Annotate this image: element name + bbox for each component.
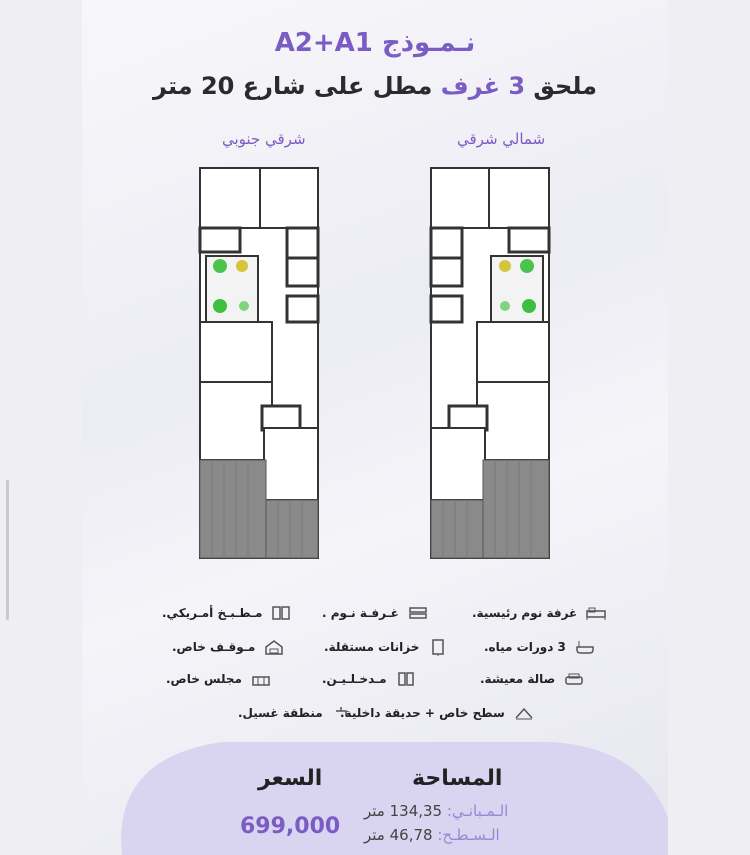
roof-area: الـسـطـح: 46,78 متر	[364, 826, 500, 844]
building-area: الـمـبانـي: 134,35 متر	[364, 802, 509, 820]
bed-icon	[585, 604, 607, 622]
subtitle-num: 3	[508, 72, 526, 100]
area-header: المساحة	[412, 766, 503, 791]
price-value: 699,000	[240, 814, 341, 839]
left-floor-plan	[192, 160, 322, 570]
roof-icon	[513, 704, 535, 722]
feature-entrances: مـدخـلـيـن.	[322, 670, 417, 688]
feature-roof-garden: سطح خاص + حديقة داخلية.	[340, 704, 535, 722]
subtitle-part2: غرف	[440, 72, 500, 100]
sofa-icon	[563, 670, 585, 688]
feature-parking: مـوقـف خاص.	[172, 638, 285, 656]
subtitle-part1: ملحق	[533, 72, 597, 100]
subtitle	[82, 72, 668, 100]
garage-icon	[263, 638, 285, 656]
majlis-icon	[250, 670, 272, 688]
price-header: السعر	[258, 766, 323, 791]
feature-tanks: خزانات مستقلة.	[324, 638, 449, 656]
door-icon	[395, 670, 417, 688]
subtitle-part3: مطل على شارع 20 متر	[153, 72, 433, 100]
feature-majlis: مجلس خاص.	[166, 670, 272, 688]
bath-icon	[574, 638, 596, 656]
bunk-bed-icon	[407, 604, 429, 622]
faucet-icon	[331, 704, 353, 722]
feature-living-room: صالة معيشة.	[480, 670, 585, 688]
kitchen-icon	[270, 604, 292, 622]
right-plan-label: شمالي شرقي	[457, 130, 546, 148]
scrollbar[interactable]	[6, 480, 9, 620]
left-plan-label: شرقي جنوبي	[222, 130, 306, 148]
feature-american-kitchen: مـطـبـخ أمـريكي.	[162, 604, 292, 622]
model-title: نـمـوذج A2+A1	[274, 28, 476, 58]
right-floor-plan	[427, 160, 557, 570]
feature-master-bedroom: غرفة نوم رئيسية.	[472, 604, 607, 622]
feature-bathrooms: 3 دورات مياه.	[484, 638, 596, 656]
tank-icon	[427, 638, 449, 656]
feature-laundry: منطقة غسيل.	[238, 704, 353, 722]
brochure-page	[82, 0, 668, 855]
feature-bedroom: غـرفـة نـوم .	[322, 604, 429, 622]
